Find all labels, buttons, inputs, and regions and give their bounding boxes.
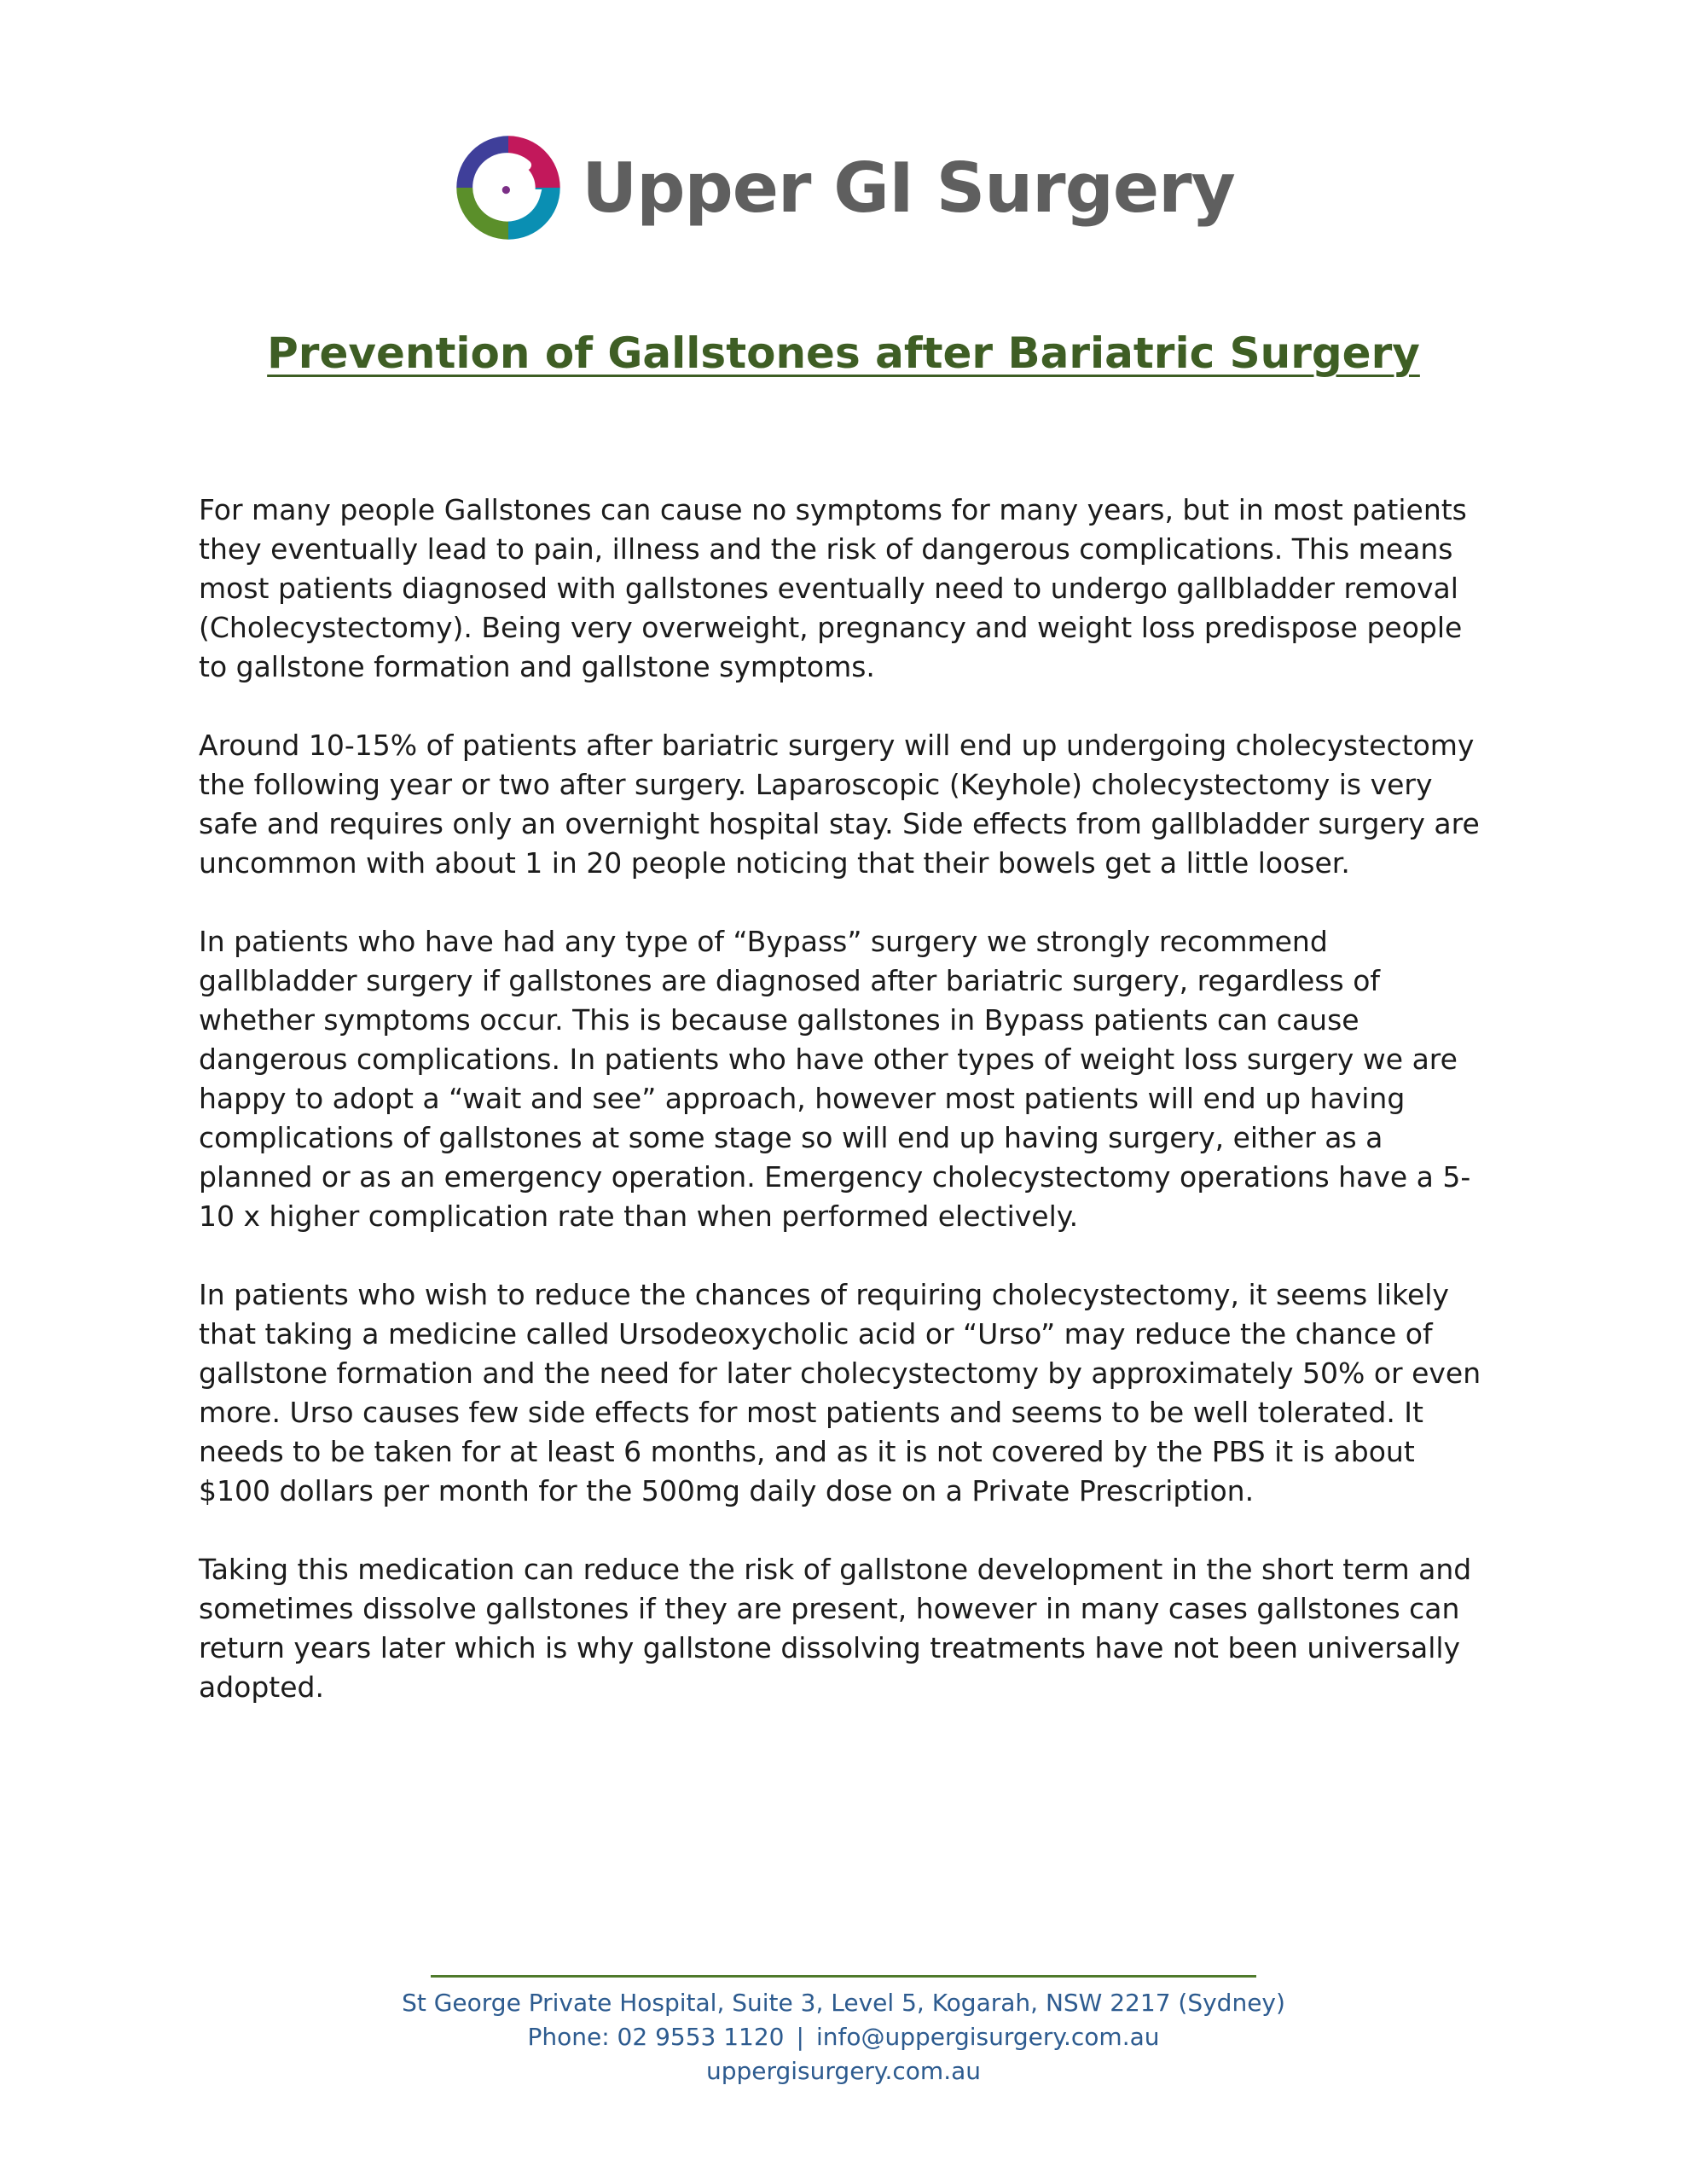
paragraph: In patients who wish to reduce the chances of requiring cholecystectomy, it seems likely that taking a medicine called Ursodeoxycholic acid or “Urso” may reduce the chance of gallstone formation and the need for later cholecystectomy by approximately 50% or even more. Urso causes few side effects for most patients and seems to be well tolerated. It needs to be taken for at least 6 months, and as it is not covered by the PBS it is about $100 dollars per month for the 500mg daily dose on a Private Prescription. (199, 1278, 1481, 1507)
footer-address: St George Private Hospital, Suite 3, Level 5, Kogarah, NSW 2217 (Sydney) (402, 1989, 1285, 2017)
page-header (0, 128, 1687, 247)
paragraph: Around 10-15% of patients after bariatric surgery will end up undergoing cholecystectomy the following year or two after surgery. Laparoscopic (Keyhole) cholecystectomy is very safe and requires only an overnight hospital stay. Side effects from gallbladder surgery are uncommon with about 1 in 20 people noticing that their bowels get a little looser. (199, 729, 1480, 880)
document-body (199, 491, 1491, 1746)
footer-separator: | (796, 2023, 804, 2051)
footer-website-link[interactable]: uppergisurgery.com.au (705, 2057, 982, 2085)
brand-name: Upper GI Surgery (582, 148, 1235, 228)
footer-email-link[interactable]: info@uppergisurgery.com.au (815, 2023, 1160, 2051)
upper-gi-surgery-logo-icon (452, 131, 565, 244)
footer-divider (431, 1975, 1256, 1978)
paragraph: In patients who have had any type of “Bypass” surgery we strongly recommend gallbladder surgery if gallstones are diagnosed after bariatric surgery, regardless of whether symptoms occur. This is because gallstones in Bypass patients can cause dangerous complications. In patients who have other types of weight loss surgery we are happy to adopt a “wait and see” approach, however most patients will end up having complications of gallstones at some stage so will end up having surgery, either as a planned or as an emergency operation. Emergency cholecystectomy operations have a 5-10 x higher complication rate than when performed electively. (199, 925, 1471, 1233)
brand-logo (452, 131, 1234, 244)
document-title: Prevention of Gallstones after Bariatric Surgery (267, 328, 1420, 378)
footer-phone: Phone: 02 9553 1120 (527, 2023, 785, 2051)
page-footer (0, 1975, 1687, 2088)
paragraph: Taking this medication can reduce the risk of gallstone development in the short term and sometimes dissolve gallstones if they are present, however in many cases gallstones can return years later which is why gallstone dissolving treatments have not been universally adopted. (199, 1553, 1472, 1704)
footer-contact (0, 2020, 1687, 2054)
paragraph: For many people Gallstones can cause no symptoms for many years, but in most patients they eventually lead to pain, illness and the risk of dangerous complications. This means most patients diagnosed with gallstones eventually need to undergo gallbladder removal (Cholecystectomy). Being very overweight, pregnancy and weight loss predispose people to gallstone formation and gallstone symptoms. (199, 493, 1467, 683)
